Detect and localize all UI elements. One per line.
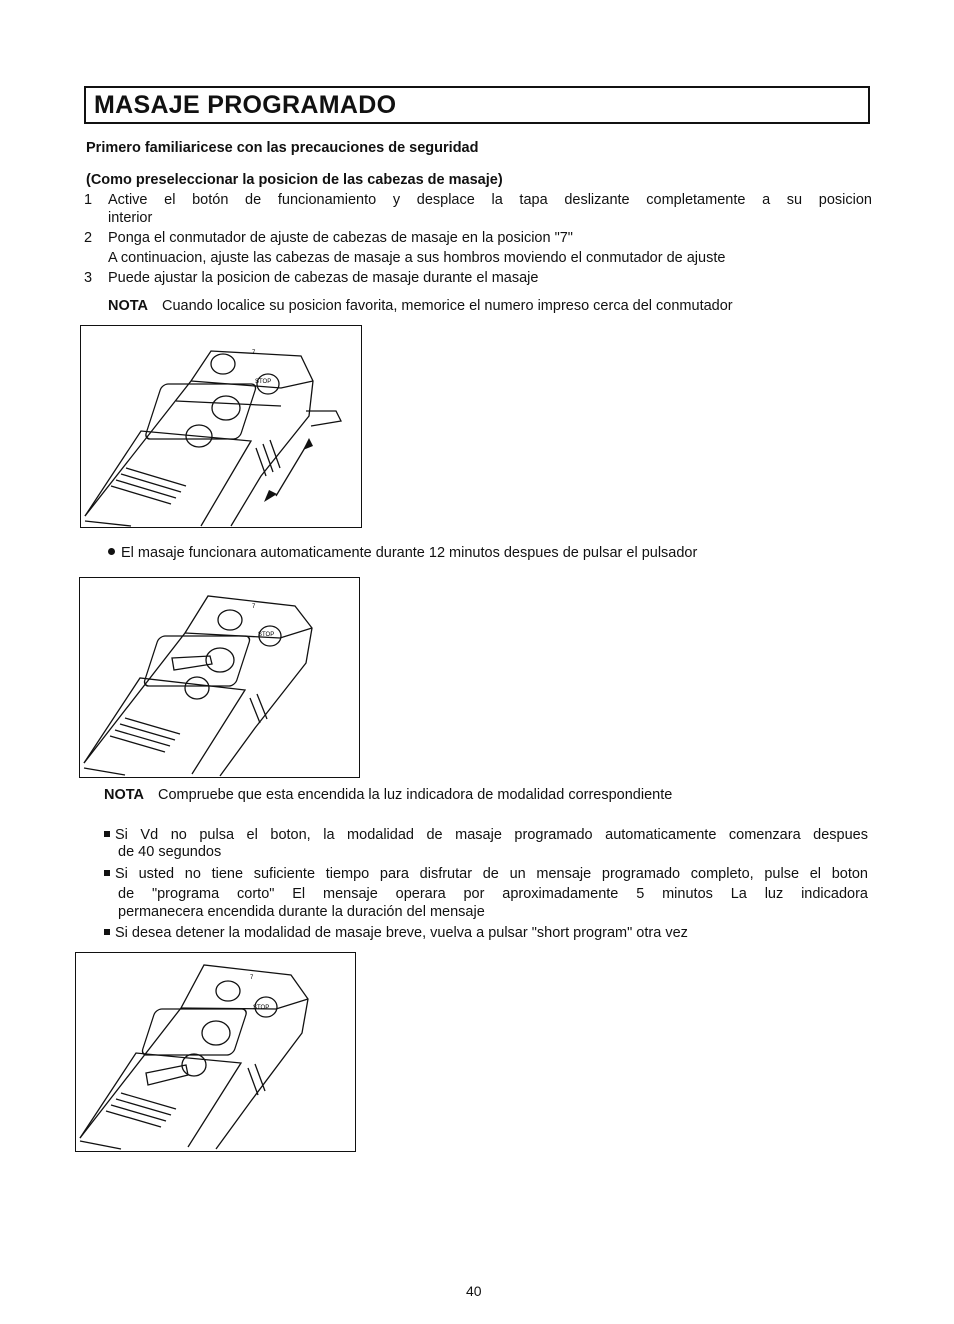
bullet-square-icon (104, 831, 110, 837)
seven-label: 7 (252, 604, 256, 610)
seven-label: 7 (250, 975, 254, 981)
page-number: 40 (466, 1283, 482, 1299)
step-2-text: Ponga el conmutador de ajuste de cabezas de masaje en la posicion "7" (108, 230, 573, 246)
note-2-text: Compruebe que esta encendida la luz indicadora de modalidad correspondiente (158, 787, 673, 803)
massager-illustration (80, 578, 361, 779)
note-1 (108, 297, 733, 315)
note-2-label: NOTA (104, 787, 145, 803)
step-1-number: 1 (84, 192, 93, 208)
arrow-down-icon (264, 490, 277, 502)
note-1-text: Cuando localice su posicion favorita, memorice el numero impreso cerca del conmutador (162, 298, 733, 314)
note-1-label: NOTA (108, 298, 149, 314)
stop-label: STOP (258, 632, 275, 638)
bullet-text: El masaje funcionara automaticamente durante 12 minutos despues de pulsar el pulsador (121, 545, 698, 561)
figure-1-slide-cover (80, 325, 362, 528)
bullet-short-program-cont: de "programa corto" El mensaje operara por aproximadamente 5 minutos La luz indicadora (118, 886, 868, 902)
stop-label: STOP (255, 379, 272, 385)
figure-3-short-program (75, 952, 356, 1152)
bullet-no-press (104, 826, 868, 844)
safety-note: Primero familiaricese con las precauciones de seguridad (86, 140, 479, 156)
step-2-number: 2 (84, 230, 93, 246)
bullet-square-icon (104, 870, 110, 876)
massager-illustration (76, 953, 357, 1153)
note-2 (104, 786, 672, 804)
arrow-up-icon (303, 438, 313, 450)
bullet-stop-short (104, 924, 688, 942)
step-2-text-cont: A continuacion, ajuste las cabezas de masaje a sus hombros moviendo el conmutador de ajuste (108, 250, 726, 266)
bullet-text: Si desea detener la modalidad de masaje breve, vuelva a pulsar "short program" otra vez (115, 925, 688, 941)
bullet-square-icon (104, 929, 110, 935)
bullet-text: Si usted no tiene suficiente tiempo para disfrutar de un mensaje programado completo, pulse el boton (115, 866, 868, 882)
bullet-dot-icon (108, 548, 115, 555)
title-box (84, 86, 870, 124)
bullet-short-program (104, 865, 868, 883)
bullet-auto-12-min (108, 544, 697, 562)
page-title: MASAJE PROGRAMADO (94, 91, 397, 119)
bullet-short-program-cont-2: permanecera encendida durante la duración del mensaje (118, 904, 485, 920)
figure-2-press-button (79, 577, 360, 778)
seven-label: 7 (252, 350, 256, 356)
step-3-text: Puede ajustar la posicion de cabezas de masaje durante el masaje (108, 270, 539, 286)
stop-label: STOP (253, 1005, 270, 1011)
massager-illustration (81, 326, 363, 529)
subheading: (Como preseleccionar la posicion de las cabezas de masaje) (86, 172, 503, 188)
step-1-text: Active el botón de funcionamiento y desplace la tapa deslizante completamente a su posicion (108, 192, 872, 208)
bullet-text: Si Vd no pulsa el boton, la modalidad de masaje programado automaticamente comenzara despues (115, 827, 868, 843)
step-1-text-cont: interior (108, 210, 153, 226)
step-3-number: 3 (84, 270, 93, 286)
bullet-no-press-cont: de 40 segundos (118, 844, 222, 860)
